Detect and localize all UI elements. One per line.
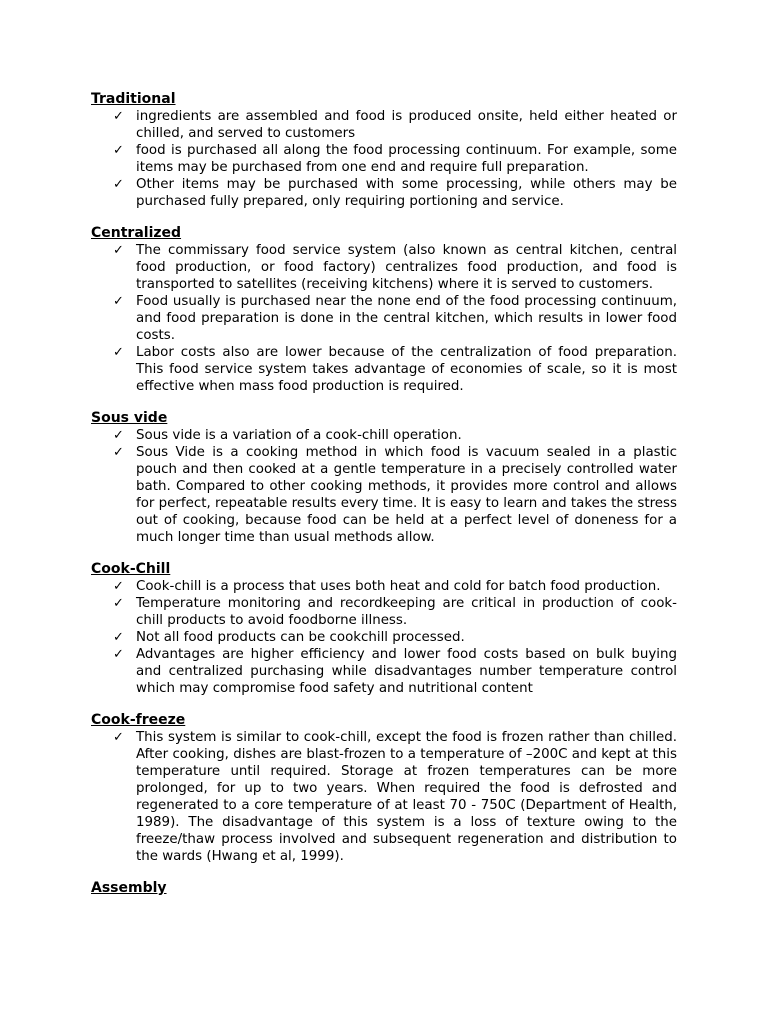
list-item-text: Not all food products can be cookchill processed.: [136, 630, 465, 645]
check-icon: ✓: [113, 428, 124, 443]
list-item: [91, 729, 677, 865]
section-centralized: [91, 225, 677, 395]
section-heading: Traditional: [91, 91, 176, 107]
list-item: [91, 578, 677, 595]
bullet-list: [91, 578, 677, 697]
list-item-text: Sous Vide is a cooking method in which food is vacuum sealed in a plastic pouch and then cooked at a gentle temperature in a precisely controlled water bath. Compared to other cooking methods, it provides more control and allows for perfect, repeatable results every time. It is easy to learn and takes the stress out of cooking, because food can be held at a perfect level of doneness for a much longer time than usual methods allow.: [136, 445, 677, 545]
list-item: [91, 176, 677, 210]
list-item: [91, 444, 677, 546]
list-item: [91, 293, 677, 344]
list-item-text: Other items may be purchased with some processing, while others may be purchased fully prepared, only requiring portioning and service.: [136, 177, 677, 209]
list-item: [91, 646, 677, 697]
bullet-list: [91, 108, 677, 210]
bullet-list: [91, 242, 677, 395]
section-assembly: [91, 880, 677, 897]
list-item-text: Food usually is purchased near the none end of the food processing continuum, and food preparation is done in the central kitchen, which results in lower food costs.: [136, 294, 677, 343]
list-item-text: ingredients are assembled and food is produced onsite, held either heated or chilled, and served to customers: [136, 109, 677, 141]
check-icon: ✓: [113, 445, 124, 460]
list-item-text: food is purchased all along the food processing continuum. For example, some items may be purchased from one end and require full preparation.: [136, 143, 677, 175]
list-item: [91, 344, 677, 395]
list-item: [91, 595, 677, 629]
check-icon: ✓: [113, 177, 124, 192]
check-icon: ✓: [113, 143, 124, 158]
section-heading: Assembly: [91, 880, 167, 896]
check-icon: ✓: [113, 647, 124, 662]
bullet-list: [91, 729, 677, 865]
list-item-text: This system is similar to cook-chill, except the food is frozen rather than chilled. After cooking, dishes are blast-frozen to a temperature of –200C and kept at this temperature until required. Storage at frozen temperatures can be more prolonged, for up to two years. When required the food is defrosted and regenerated to a core temperature of at least 70 - 750C (Department of Health, 1989). The disadvantage of this system is a loss of texture owing to the freeze/thaw process involved and subsequent regeneration and distribution to the wards (Hwang et al, 1999).: [136, 730, 677, 864]
bullet-list: [91, 427, 677, 546]
section-heading: Centralized: [91, 225, 182, 241]
document-page: [91, 91, 677, 912]
section-heading: Sous vide: [91, 410, 168, 426]
list-item-text: Cook-chill is a process that uses both heat and cold for batch food production.: [136, 579, 661, 594]
section-heading: Cook-freeze: [91, 712, 186, 728]
section-sous-vide: [91, 410, 677, 546]
check-icon: ✓: [113, 596, 124, 611]
check-icon: ✓: [113, 109, 124, 124]
check-icon: ✓: [113, 345, 124, 360]
section-heading: Cook-Chill: [91, 561, 171, 577]
check-icon: ✓: [113, 579, 124, 594]
check-icon: ✓: [113, 294, 124, 309]
section-cook-freeze: [91, 712, 677, 865]
list-item-text: The commissary food service system (also known as central kitchen, central food production, or food factory) centralizes food production, and food is transported to satellites (receiving kitchens) where it is served to customers.: [136, 243, 677, 292]
check-icon: ✓: [113, 630, 124, 645]
list-item: [91, 142, 677, 176]
list-item: [91, 108, 677, 142]
check-icon: ✓: [113, 243, 124, 258]
check-icon: ✓: [113, 730, 124, 745]
list-item: [91, 427, 677, 444]
section-cook-chill: [91, 561, 677, 697]
list-item: [91, 629, 677, 646]
list-item-text: Advantages are higher efficiency and lower food costs based on bulk buying and centralized purchasing while disadvantages number temperature control which may compromise food safety and nutritional content: [136, 647, 677, 696]
list-item-text: Temperature monitoring and recordkeeping are critical in production of cook-chill products to avoid foodborne illness.: [136, 596, 677, 628]
list-item-text: Labor costs also are lower because of the centralization of food preparation. This food service system takes advantage of economies of scale, so it is most effective when mass food production is required.: [136, 345, 677, 394]
list-item: [91, 242, 677, 293]
list-item-text: Sous vide is a variation of a cook-chill operation.: [136, 428, 462, 443]
section-traditional: [91, 91, 677, 210]
